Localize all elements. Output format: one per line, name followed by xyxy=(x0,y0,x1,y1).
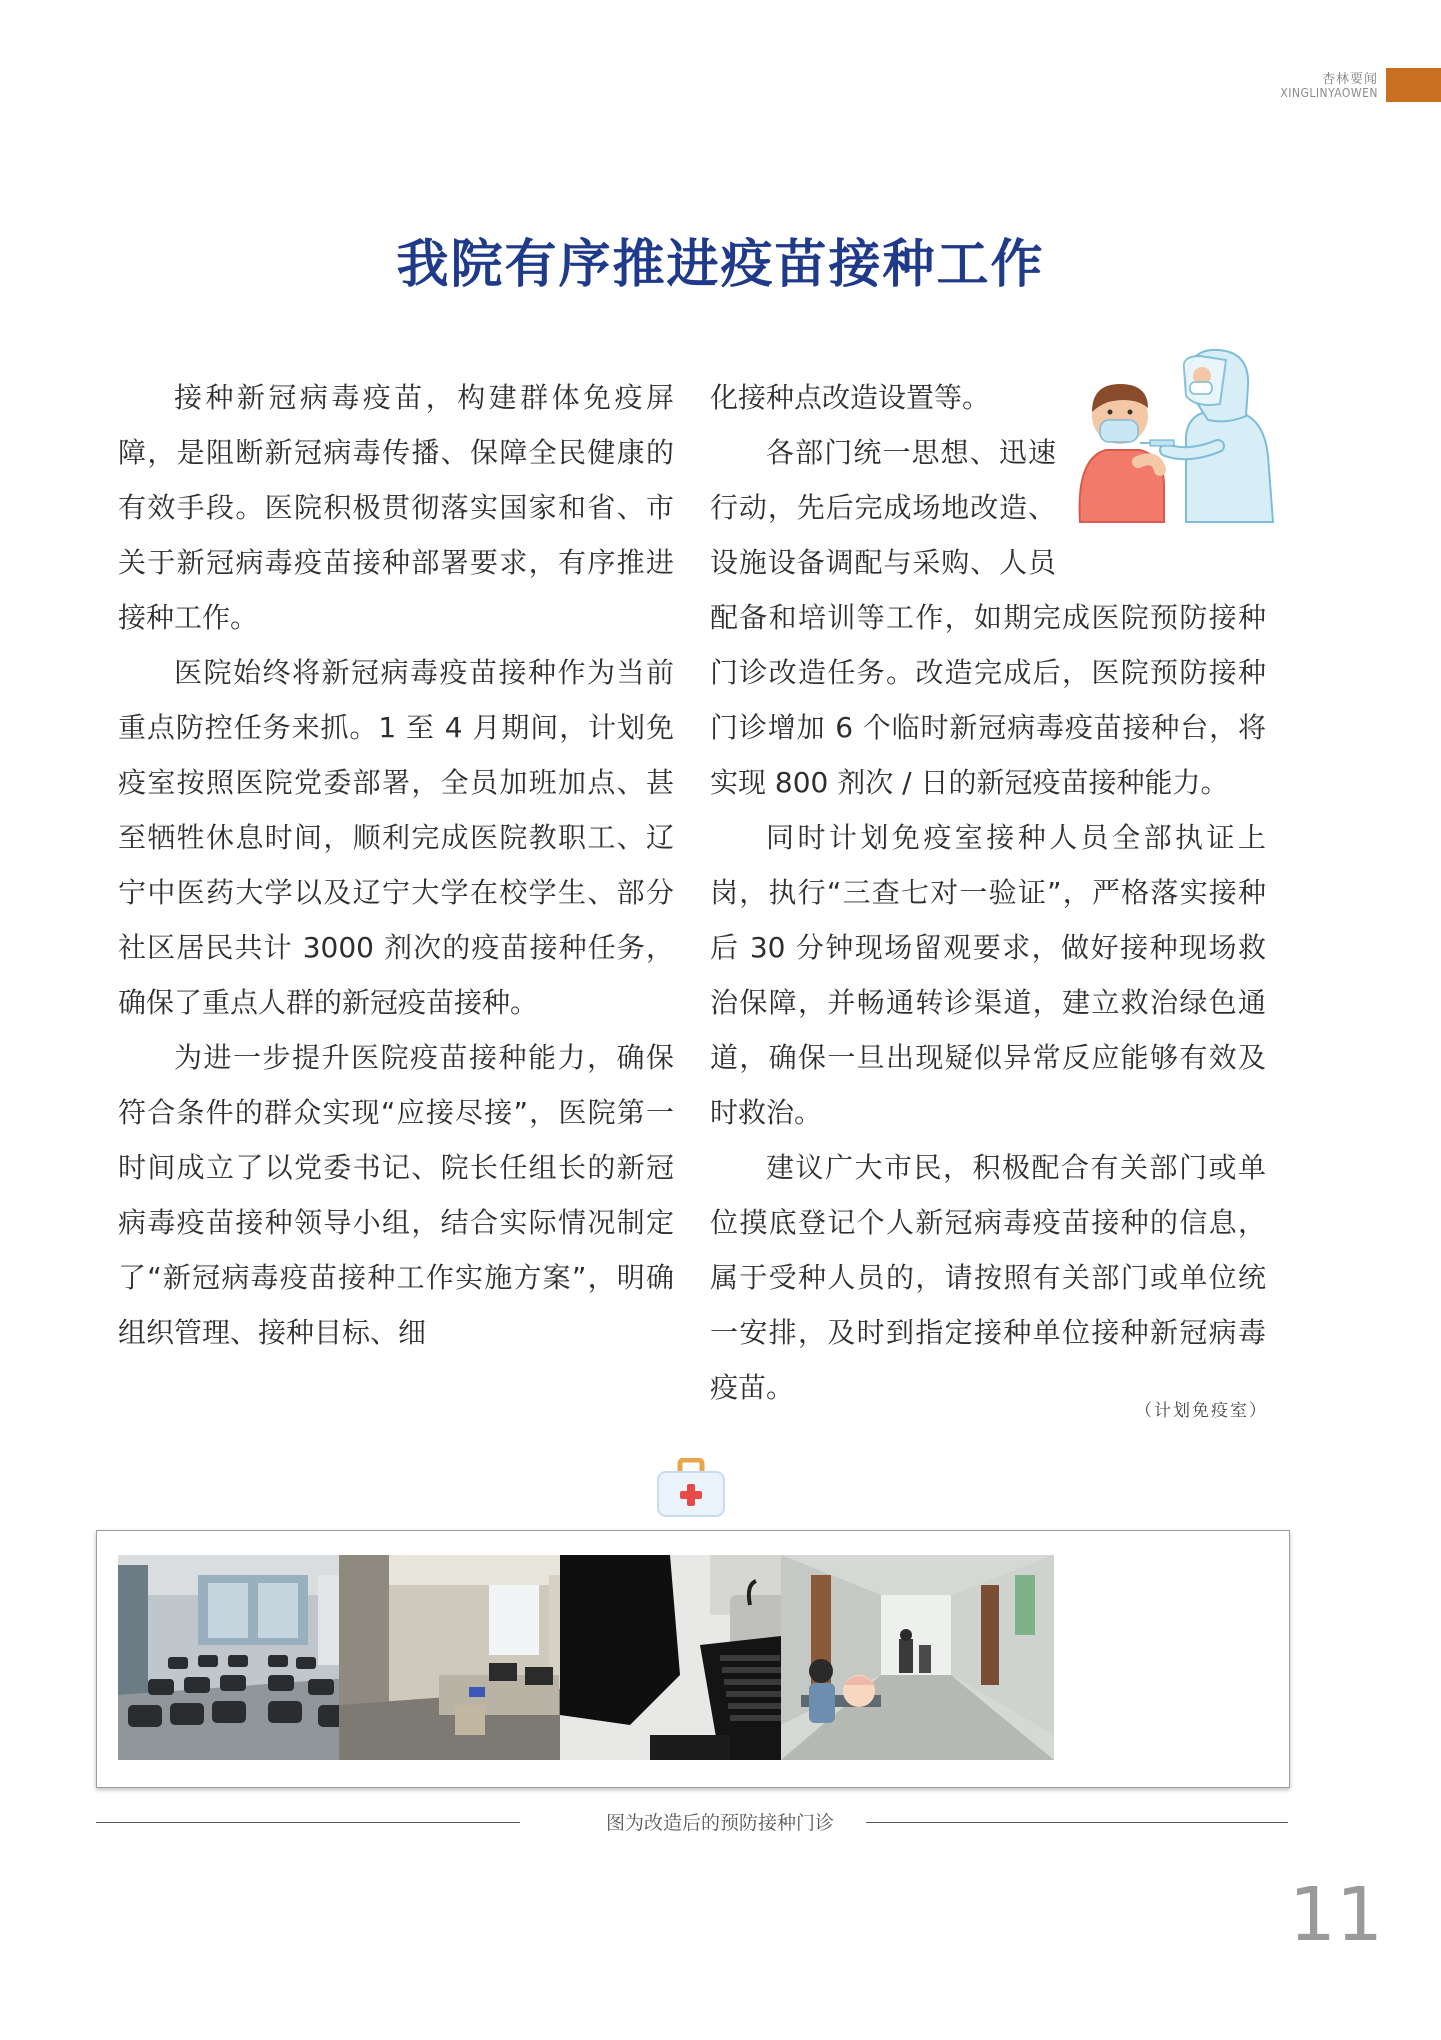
medical-kit-icon xyxy=(654,1458,728,1520)
article-title: 我院有序推进疫苗接种工作 xyxy=(396,234,1045,295)
vaccination-illustration xyxy=(1068,346,1278,526)
paragraph: 为进一步提升医院疫苗接种能力，确保符合条件的群众实现“应接尽接”，医院第一时间成立了以党委书记、院长任组长的新冠病毒疫苗接种领导小组，结合实际情况制定了“新冠病毒疫苗接种工作实施方案”，明确组织管理、接种目标、细 xyxy=(118,1041,674,1349)
photo-caption: 图为改造后的预防接种门诊 xyxy=(605,1812,834,1834)
article-right-column xyxy=(710,370,1266,1415)
paragraph-continuation: 化接种点改造设置等。 xyxy=(710,381,991,414)
paragraph: 接种新冠病毒疫苗，构建群体免疫屏障，是阻断新冠病毒传播、保障全民健康的有效手段。医院积极贯彻落实国家和省、市关于新冠病毒疫苗接种部署要求，有序推进接种工作。 xyxy=(118,381,674,634)
section-name: 杏林要闻 xyxy=(1321,72,1378,87)
page-number: 11 xyxy=(1288,1872,1384,1958)
paragraph: 建议广大市民，积极配合有关部门或单位摸底登记个人新冠病毒疫苗接种的信息，属于受种人员的，请按照有关部门或单位统一安排，及时到指定接种单位接种新冠病毒疫苗。 xyxy=(710,1151,1266,1404)
caption-rule-left xyxy=(96,1822,520,1823)
section-name-pinyin: XINGLINYAOWEN xyxy=(1280,86,1378,100)
paragraph: 医院始终将新冠病毒疫苗接种作为当前重点防控任务来抓。1 至 4 月期间，计划免疫室按照医院党委部署，全员加班加点、甚至牺牲休息时间，顺利完成医院教职工、辽宁中医药大学以及辽宁大学在校学生、部分社区居民共计 3000 剂次的疫苗接种任务，确保了重点人群的新冠疫苗接种。 xyxy=(118,656,674,1019)
paragraph: 各部门统一思想、迅速行动，先后完成场地改造、设施设备调配与采购、人员配备和培训等工作，如期完成医院预防接种门诊改造任务。改造完成后，医院预防接种门诊增加 6 个临时新冠病毒疫苗接种台，将实现 800 剂次 / 日的新冠疫苗接种能力。 xyxy=(710,436,1266,799)
section-accent-bar xyxy=(1386,68,1441,102)
paragraph: 同时计划免疫室接种人员全部执证上岗，执行“三查七对一验证”，严格落实接种后 30 分钟现场留观要求，做好接种现场救治保障，并畅通转诊渠道，建立救治绿色通道，确保一旦出现疑似异常反应能够有效及时救治。 xyxy=(710,821,1266,1129)
photo-observation-corridor xyxy=(781,1555,1054,1760)
photo-strip xyxy=(96,1530,1290,1788)
caption-rule-right xyxy=(866,1822,1288,1823)
article-left-column xyxy=(118,370,674,1360)
article-source: （计划免疫室） xyxy=(1135,1401,1268,1421)
